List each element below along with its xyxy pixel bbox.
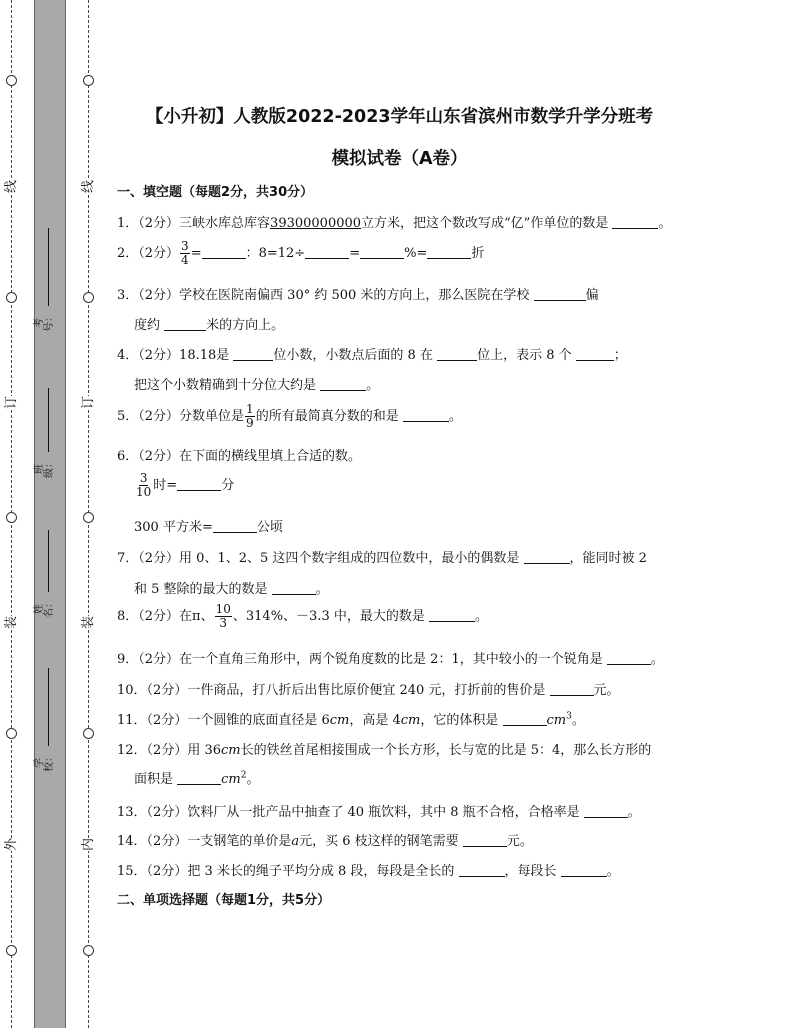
question-text: 。 [571, 713, 585, 728]
answer-blank[interactable] [584, 804, 628, 818]
variable: a [291, 834, 300, 849]
question-text: 。 [246, 772, 260, 787]
punch-hole [6, 292, 17, 303]
question-text: 7．（2分）用 0、1、2、5 这四个数字组成的四位数中，最小的偶数是 [117, 551, 520, 566]
punch-hole [6, 512, 17, 523]
class-line[interactable] [48, 388, 49, 452]
answer-blank[interactable] [177, 771, 221, 785]
school-label: 学校： [34, 752, 55, 772]
class-label: 班级： [34, 458, 55, 478]
punch-hole [6, 945, 17, 956]
question-text: 把这个小数精确到十分位大约是 [134, 378, 317, 393]
question-3-cont [134, 314, 284, 333]
question-text: 1．（2分）三峡水库总库容 [117, 216, 271, 231]
name-line[interactable] [48, 530, 49, 592]
exam-number-label: 考号： [34, 312, 55, 332]
margin-char-xian: 线 [81, 179, 96, 193]
unit-text: cm [221, 743, 241, 758]
answer-blank[interactable] [550, 682, 594, 696]
question-5 [117, 403, 462, 430]
question-8 [117, 603, 488, 630]
question-3 [117, 284, 599, 303]
question-text: 和 5 整除的最大的数是 [134, 582, 268, 597]
question-text: 位上，表示 8 个 [477, 348, 572, 363]
question-text: 9．（2分）在一个直角三角形中，两个锐角度数的比是 2：1，其中较小的一个锐角是 [117, 652, 603, 667]
question-text: 。 [658, 216, 672, 231]
margin-char-zhuang: 装 [81, 615, 96, 629]
question-text: 6．（2分）在下面的横线里填上合适的数。 [117, 449, 362, 464]
fraction-numerator: 10 [215, 602, 231, 616]
question-text: = [349, 246, 361, 261]
fraction [215, 603, 232, 630]
page-title: 【小升初】人教版2022-2023学年山东省滨州市数学升学分班考 [145, 107, 654, 127]
question-text: ； [613, 348, 627, 363]
question-text: 立方米，把这个数改写成“亿”作单位的数是 [361, 216, 609, 231]
question-7 [117, 547, 647, 566]
question-13 [117, 801, 641, 820]
answer-blank[interactable] [607, 651, 651, 665]
question-4-cont [134, 374, 379, 393]
question-text: 11．（2分）一个圆锥的底面直径是 6 [117, 713, 330, 728]
question-14 [117, 830, 533, 849]
question-9 [117, 648, 664, 667]
unit-text: cm [400, 713, 421, 728]
margin-char-xian: 线 [4, 179, 19, 193]
margin-char-wai: 外 [4, 837, 19, 851]
fraction-numerator: 1 [246, 402, 254, 416]
fraction-denominator: 10 [136, 485, 152, 499]
question-text: ，高是 4 [349, 713, 401, 728]
page-subtitle: 模拟试卷（A卷） [331, 149, 468, 169]
answer-blank[interactable] [463, 833, 507, 847]
answer-blank[interactable] [576, 347, 614, 361]
answer-blank[interactable] [429, 608, 475, 622]
unit-exponent: 2 [240, 770, 247, 781]
question-text: %= [404, 246, 428, 261]
answer-blank[interactable] [177, 477, 221, 491]
answer-blank[interactable] [503, 712, 547, 726]
punch-hole [83, 945, 94, 956]
answer-blank[interactable] [612, 215, 658, 229]
punch-hole [83, 75, 94, 86]
question-text: ，能同时被 2 [569, 551, 647, 566]
question-text: 米的方向上。 [206, 318, 285, 333]
exam-number-line[interactable] [48, 228, 49, 306]
margin-char-ding: 订 [4, 395, 19, 409]
question-text: 8．（2分）在π、 [117, 609, 214, 624]
question-10 [117, 679, 620, 698]
fraction [135, 472, 152, 499]
fraction-numerator: 3 [139, 471, 148, 485]
fraction-denominator: 4 [181, 253, 189, 267]
answer-blank[interactable] [320, 377, 366, 391]
question-12-cont [134, 768, 260, 787]
question-text: 。 [606, 864, 620, 879]
question-15 [117, 860, 620, 879]
unit-text: cm [546, 713, 567, 728]
question-text: 5．（2分）分数单位是 [117, 409, 245, 424]
binding-margin [0, 0, 100, 1028]
fraction [180, 240, 190, 267]
answer-blank[interactable] [164, 317, 206, 331]
punch-hole [83, 292, 94, 303]
answer-blank[interactable] [561, 863, 607, 877]
question-7-cont [134, 578, 329, 597]
question-text: 。 [448, 409, 462, 424]
answer-blank[interactable] [459, 863, 505, 877]
question-text: 。 [315, 582, 329, 597]
question-text: 。 [650, 652, 664, 667]
fraction-denominator: 3 [219, 616, 228, 630]
question-text: 偏 [585, 288, 599, 303]
margin-char-zhuang: 装 [4, 615, 19, 629]
answer-blank[interactable] [360, 245, 404, 259]
question-4 [117, 344, 627, 363]
question-text: 。 [366, 378, 380, 393]
question-text: 面积是 [134, 772, 174, 787]
question-text: ，它的体积是 [420, 713, 499, 728]
question-text: 14．（2分）一支钢笔的单价是 [117, 834, 292, 849]
question-11 [117, 709, 585, 728]
question-text: 300 平方米= [134, 520, 213, 535]
section-heading: 一、填空题（每题2分，共30分） [117, 185, 314, 200]
answer-blank[interactable] [427, 245, 471, 259]
section-heading: 二、单项选择题（每题1分，共5分） [117, 893, 331, 908]
question-text: 度约 [134, 318, 161, 333]
fraction [245, 403, 255, 430]
question-text: 长的铁丝首尾相接围成一个长方形，长与宽的比是 5：4，那么长方形的 [240, 743, 652, 758]
question-text: 元。 [506, 834, 533, 849]
question-text: 。 [475, 609, 489, 624]
answer-blank[interactable] [305, 245, 349, 259]
punch-hole [83, 728, 94, 739]
answer-blank[interactable] [534, 287, 586, 301]
question-text: 公顷 [256, 520, 283, 535]
punch-hole [6, 75, 17, 86]
punch-hole [83, 512, 94, 523]
margin-char-nei: 内 [81, 837, 96, 851]
question-text: 元。 [593, 683, 620, 698]
question-6-part-a [134, 472, 234, 499]
answer-blank[interactable] [524, 550, 570, 564]
answer-blank[interactable] [403, 408, 449, 422]
question-text: 位小数，小数点后面的 8 在 [273, 348, 433, 363]
question-text: ：8=12÷ [245, 246, 306, 261]
question-text: 、314%、－3.3 中，最大的数是 [232, 609, 425, 624]
question-2 [117, 240, 484, 267]
question-6-part-b [134, 516, 283, 535]
question-text: 10．（2分）一件商品，打八折后出售比原价便宜 240 元，打折前的售价是 [117, 683, 546, 698]
question-1 [117, 212, 671, 231]
question-text: 4．（2分）18.18是 [117, 348, 230, 363]
answer-blank[interactable] [233, 347, 273, 361]
answer-blank[interactable] [202, 245, 246, 259]
question-text: = [190, 246, 202, 261]
question-text: 的所有最简真分数的和是 [255, 409, 399, 424]
question-text: 。 [627, 805, 641, 820]
question-text: 分 [221, 478, 235, 493]
unit-text: cm [221, 772, 241, 787]
answer-blank[interactable] [437, 347, 477, 361]
punch-hole [6, 728, 17, 739]
question-text: 13．（2分）饮料厂从一批产品中抽查了 40 瓶饮料，其中 8 瓶不合格，合格率是 [117, 805, 580, 820]
margin-char-ding: 订 [81, 395, 96, 409]
answer-blank[interactable] [272, 581, 316, 595]
underlined-number: 39300000000 [270, 216, 362, 231]
question-text: 时= [153, 478, 178, 493]
question-6 [117, 445, 361, 464]
question-text: 2．（2分） [117, 246, 180, 261]
school-line[interactable] [48, 668, 49, 746]
question-text: 15．（2分）把 3 米长的绳子平均分成 8 段，每段是全长的 [117, 864, 455, 879]
question-text: 3．（2分）学校在医院南偏西 30° 约 500 米的方向上，那么医院在学校 [117, 288, 530, 303]
fraction-numerator: 3 [181, 239, 189, 253]
fraction-denominator: 9 [246, 416, 254, 430]
question-text: 12．（2分）用 36 [117, 743, 221, 758]
binding-strip [34, 0, 66, 1028]
unit-exponent: 3 [566, 711, 572, 722]
name-label: 姓名： [34, 598, 55, 618]
unit-text: cm [329, 713, 350, 728]
question-text: 元，买 6 枝这样的钢笔需要 [299, 834, 459, 849]
answer-blank[interactable] [213, 519, 257, 533]
question-text: 折 [471, 246, 485, 261]
question-12 [117, 739, 651, 758]
question-text: ，每段长 [504, 864, 557, 879]
